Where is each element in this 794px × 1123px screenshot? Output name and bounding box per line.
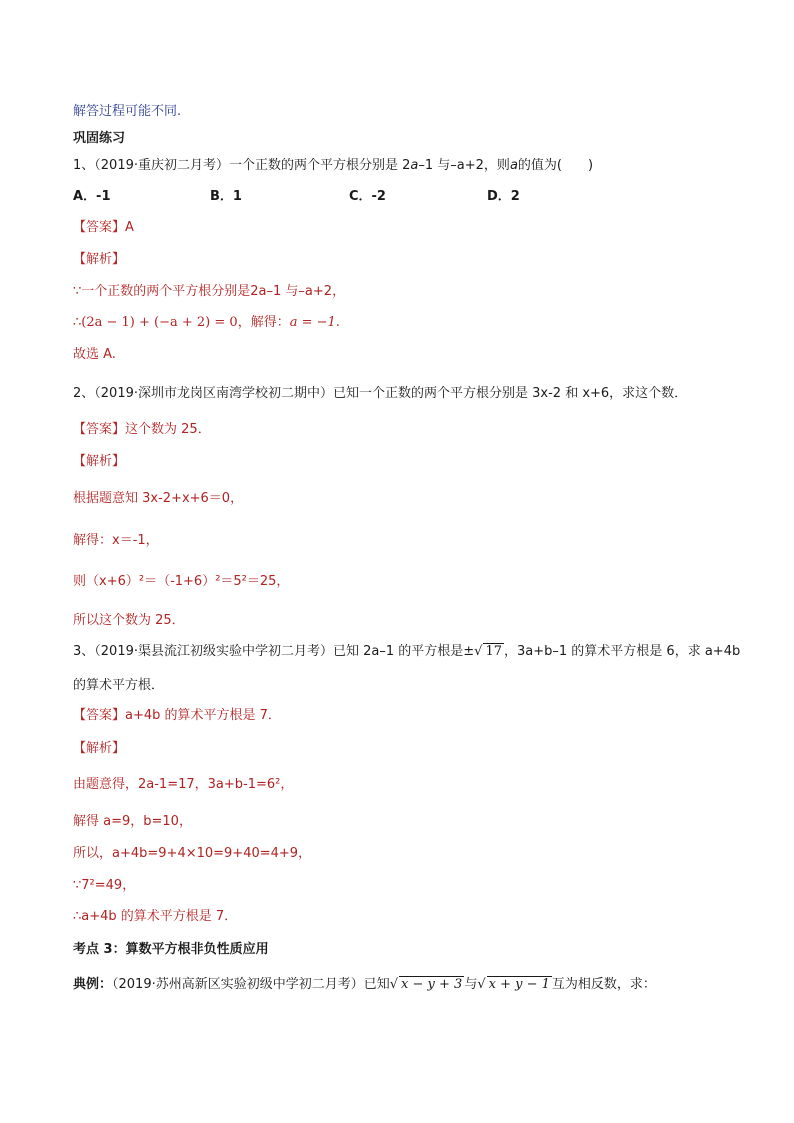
q1-text-b: –1 与 [418,158,451,173]
q2-text: 已知一个正数的两个平方根分别是 3x-2 和 x+6，求这个数． [333,386,688,401]
q1-analysis-label: 【解析】 [73,252,126,267]
q3-step-2: 解得 a=9，b=10， [73,814,192,829]
q1-conclusion: 故选 A. [73,347,116,362]
question-3 [73,643,740,661]
q1-line1-math: 2a–1 与–a+2 [250,284,333,299]
q3-analysis-label: 【解析】 [73,741,126,756]
q3-answer [73,707,281,725]
q1-var-a: a [410,158,419,173]
q3-radical-sign: √ [474,644,483,659]
q2-answer [73,421,211,439]
q3-text-c: 的算术平方根． [73,678,165,693]
section-title: 巩固练习 [73,131,126,146]
q1-number: 1、 [73,158,95,173]
q1-option-d: D．2 [487,189,520,204]
q2-step-3: 则（x+6）²＝（-1+6）²＝5²＝25， [73,574,290,589]
q2-answer-label: 【答案】 [73,422,126,437]
q1-answer [73,219,134,237]
q1-option-c: C．-2 [349,189,386,204]
q1-option-a: A．-1 [73,189,111,204]
example-text-a: 已知 [363,977,390,992]
q2-analysis-label: 【解析】 [73,454,126,469]
example [73,976,656,994]
example-text-b: 与 [464,977,478,992]
q3-radicand: 17 [485,644,503,659]
q1-line2-prefix: ∴ [73,315,82,330]
q1-text-c: –a+2 [450,158,484,173]
q1-analysis-line1 [73,283,345,301]
q1-option-b: B．1 [210,189,242,204]
q2-source: （2019·深圳市龙岗区南湾学校初二期中） [94,386,333,401]
q2-step-1: 根据题意知 3x-2+x+6＝0， [73,491,244,506]
q3-step-1: 由题意得，2a-1=17，3a+b-1=6²， [73,777,294,792]
q3-step-3: 所以，a+4b=9+4×10=9+40=4+9， [73,846,312,861]
q3-answer-value: a+4b 的算术平方根是 7． [125,708,281,723]
q3-step-5: ∴a+4b 的算术平方根是 7． [73,909,238,924]
q2-step-4: 所以这个数为 25． [73,613,185,628]
example-label: 典例： [73,977,113,992]
q2-number: 2、 [73,386,95,401]
example-radical-sign-2: √ [477,977,486,992]
example-radical-sign-1: √ [389,977,399,992]
q1-text-a: 一个正数的两个平方根分别是 2 [229,158,411,173]
example-source: （2019·苏州高新区实验初级中学初二月考） [112,977,364,992]
q1-line2-math: (2a − 1) + (−a + 2) = 0 [81,315,238,330]
q1-text-f: 的值为( ) [517,158,594,173]
q1-analysis-line2 [73,314,340,332]
q1-text-d: ，则 [483,158,510,173]
example-text-c: 互为相反数，求： [551,977,656,992]
q2-answer-value: 这个数为 25． [125,422,211,437]
q1-line1-suffix: ， [332,284,346,299]
q3-step-4: ∵7²=49， [73,878,136,893]
q2-step-2: 解得：x＝-1， [73,533,159,548]
question-1 [73,157,593,175]
q1-line2-mid: ，解得： [237,315,290,330]
q1-line2-suffix: . [335,315,340,330]
q1-line2-result: a = −1 [289,315,336,330]
example-radicand-2: x + y − 1 [488,977,550,992]
q3-text-a: 已知 2a–1 的平方根是± [333,644,475,659]
intro-note: 解答过程可能不同. [73,104,182,119]
kaodian-title: 考点 3：算数平方根非负性质应用 [73,942,269,957]
q1-line1-prefix: ∵一个正数的两个平方根分别是 [73,284,251,299]
q3-text-b: ，3a+b–1 的算术平方根是 6，求 a+4b [504,644,741,659]
q3-source: （2019·渠县流江初级实验中学初二月考） [94,644,333,659]
example-radicand-1: x − y + 3 [401,977,463,992]
q3-number: 3、 [73,644,95,659]
q1-source: （2019·重庆初二月考） [94,158,229,173]
q1-answer-label: 【答案】 [73,220,126,235]
q3-answer-label: 【答案】 [73,708,126,723]
q1-answer-value: A [125,220,134,235]
question-2 [73,385,687,403]
q1-text-e: a [509,158,518,173]
